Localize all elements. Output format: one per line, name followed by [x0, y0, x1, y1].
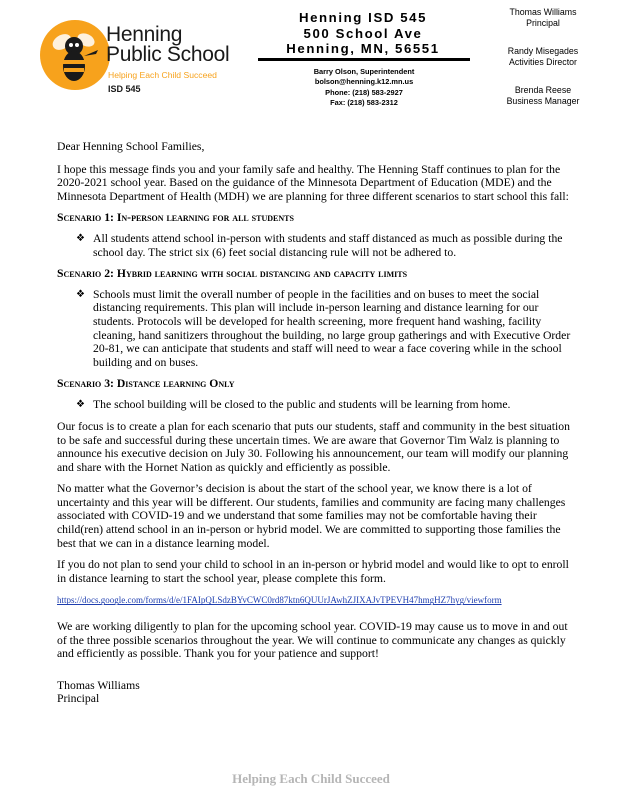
staff-entry: [476, 7, 610, 29]
superintendent-contact: [258, 67, 470, 109]
bullet-text: Schools must limit the overall number of people in the facilities and on buses to meet the social distancing requirements. This plan will include in-person learning and distance learning for our students. Protocols will be developed for health screening, more frequent hand washing, facility cleaning, hand sanitizers throughout the building, no large group gatherings and with Executive Order 20-81, we can anticipate that students and staff will need to wear a face covering while in the school building and on buses.: [93, 287, 571, 369]
letter-body: [57, 140, 577, 706]
address-line: 500 School Ave: [303, 25, 423, 41]
logo-line1: Henning: [106, 23, 183, 46]
distance-learning-form-link[interactable]: https://docs.google.com/forms/d/e/1FAIpQLSdzBYvCWC0rd87ktn6QUUrJAwhZJIXAJvTPEVH47hmgHZ7hyg/viewform: [57, 595, 502, 606]
focus-paragraph: Our focus is to create a plan for each scenario that puts our students, staff and community in the best situation to be safe and successful during these uncertain times. We are aware that Governor Tim Walz is planning to announce his executive decision on July 30. Following his announcement, our team will modify our planning and share with the Hornet Nation as quickly and efficiently as possible.: [57, 419, 570, 474]
staff-title: Business Manager: [506, 96, 580, 106]
logo-isd: ISD 545: [108, 84, 141, 94]
diamond-bullet-icon: ❖: [76, 288, 85, 300]
school-logo: [40, 18, 240, 98]
logo-tagline: Helping Each Child Succeed: [108, 70, 217, 80]
logo-school-name: [106, 25, 229, 65]
signer-title: Principal: [57, 692, 100, 706]
diamond-bullet-icon: ❖: [76, 398, 85, 410]
scenario-heading: Scenario 2: Hybrid learning with social distancing and capacity limits: [57, 267, 408, 281]
signature-block: [57, 679, 577, 706]
contact-line: Fax: (218) 583-2312: [330, 98, 398, 108]
staff-title: Principal: [526, 18, 560, 28]
contact-line: bolson@henning.k12.mn.us: [314, 77, 414, 87]
staff-title: Activities Director: [509, 57, 577, 67]
closing-paragraph: We are working diligently to plan for the upcoming school year. COVID-19 may cause us to move in and out of the three possible scenarios throughout the year. We will continue to communicate any changes as quickly and efficiently as possible. Thank you for your patience and support!: [57, 620, 568, 661]
letterhead-divider: [258, 58, 470, 61]
scenario-heading: Scenario 3: Distance learning Only: [57, 377, 235, 391]
staff-entry: [476, 46, 610, 68]
optin-paragraph: If you do not plan to send your child to school in an in-person or hybrid model and would like to opt to enroll in distance learning to start the school year, please complete this form.: [57, 558, 569, 585]
address-line: Henning ISD 545: [298, 10, 428, 25]
scenario-bullet: [57, 288, 577, 370]
footer-tagline: Helping Each Child Succeed: [232, 771, 390, 786]
staff-list: [476, 7, 610, 124]
scenario-bullet: [57, 398, 577, 412]
logo-line2: Public School: [106, 43, 230, 66]
decision-paragraph: No matter what the Governor’s decision is about the start of the school year, we know there is a lot of uncertainty and this year will be different. Our students, families and community are facing many challenges associated with COVID-19 and we understand that some families may not be comfortable having their child(ren) attend school in an in-person or hybrid model. We are committed to supporting those families the best that we can in a distance learning model.: [57, 482, 566, 550]
salutation: Dear Henning School Families,: [57, 140, 205, 153]
contact-line: Barry Olson, Superintendent: [313, 67, 415, 76]
bullet-text: The school building will be closed to the public and students will be learning from home.: [93, 397, 511, 411]
scenario-bullet: [57, 232, 577, 259]
address-line: Henning, MN, 56551: [286, 41, 440, 56]
school-address: [258, 10, 468, 57]
staff-name: Randy Misegades: [507, 46, 579, 56]
hornet-mascot-icon: [40, 20, 110, 90]
intro-paragraph: I hope this message finds you and your family safe and healthy. The Henning Staff continues to plan for the 2020-2021 school year. Based on the guidance of the Minnesota Department of Education (MDE) and the Minnesota Department of Health (MDH) we are planning for three different scenarios to start school this fall:: [57, 162, 569, 203]
contact-line: Phone: (218) 583-2927: [325, 87, 403, 97]
staff-entry: [476, 85, 610, 107]
bullet-text: All students attend school in-person with students and staff distanced as much as possible during the school day. The strict six (6) feet social distancing rule will not be adhered to.: [93, 231, 563, 259]
staff-name: Brenda Reese: [514, 85, 572, 95]
signer-name: Thomas Williams: [57, 678, 140, 692]
staff-name: Thomas Williams: [509, 7, 577, 17]
scenario-heading: Scenario 1: In-person learning for all students: [57, 211, 294, 225]
diamond-bullet-icon: ❖: [76, 232, 85, 244]
